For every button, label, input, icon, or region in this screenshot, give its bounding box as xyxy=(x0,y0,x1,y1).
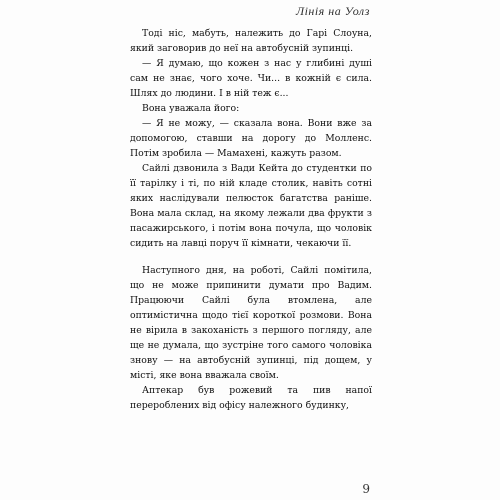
paragraph: Наступного дня, на роботі, Сайлі помітила, що не може припинити думати про Вадим. Працюючи Сайлі була втомлена, але оптимістична щодо тієї короткої розмови. Вона не вірила в закоханість з першого погляду, але ще не думала, що зустріне того самого чоловіка знову — на автобусній зупинці, під дощем, у місті, яке вона вважала своїм. xyxy=(130,265,372,381)
paragraph: — Я думаю, що кожен з нас у глибині душі сам не знає, чого хоче. Чи... в кожній є сила. Шлях до людини. І в ній теж є... xyxy=(130,58,372,99)
running-header: Лінія на Уолз xyxy=(295,4,370,18)
page-number: 9 xyxy=(362,482,370,496)
body-text xyxy=(130,26,372,413)
paragraph: — Я не можу, — сказала вона. Вони вже за допомогою, ставши на дорогу до Молленс. Потім зробила — Мамахені, кажуть разом. xyxy=(130,118,372,159)
paragraph: Вона уважала його: xyxy=(142,103,240,114)
paragraph: Сайлі дзвонила з Вади Кейта до студентки по її тарілку і ті, по ній кладе столик, навіть сотні яких наслідували пелюсток багатства раніше. Вона мала склад, на якому лежали два фрукти з пасажирського, і потім вона почула, що чоловік сидить на лавці поруч її кімнати, чекаючи її. xyxy=(130,163,372,249)
paragraph: Аптекар був рожевий та пив напої перероблених від офісу належного будинку, xyxy=(130,385,372,411)
paragraph: Тоді ніс, мабуть, належить до Гарі Слоуна, який заговорив до неї на автобусній зупинці. xyxy=(130,28,372,54)
